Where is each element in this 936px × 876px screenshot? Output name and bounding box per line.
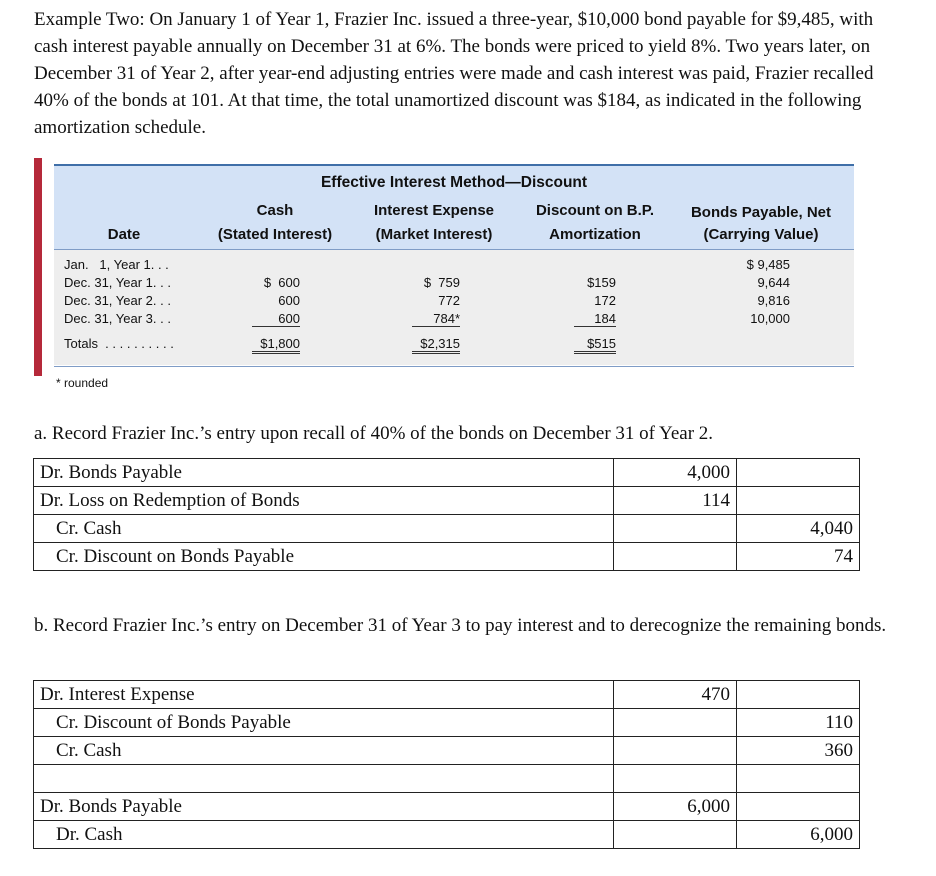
- schedule-title: Effective Interest Method—Discount: [320, 174, 588, 191]
- row-date: Dec. 31, Year 2. . .: [64, 293, 171, 308]
- footnote: * rounded: [56, 376, 109, 390]
- credit-cell: [737, 681, 860, 709]
- account-cell: [34, 515, 614, 543]
- question-b: b. Record Frazier Inc.’s entry on December 31 of Year 3 to pay interest and to derecognize the remaining bonds.: [34, 615, 887, 636]
- debit-cell: 114: [614, 487, 737, 515]
- header-discount: Discount on B.P.: [535, 202, 655, 219]
- account-label: Cr. Discount on Bonds Payable: [56, 545, 295, 567]
- credit-cell: [737, 765, 860, 793]
- debit-cell: [614, 737, 737, 765]
- header-interest: Interest Expense: [373, 202, 495, 219]
- row-date: Jan. 1, Year 1. . .: [64, 257, 169, 272]
- discount-cell: 184: [574, 311, 616, 327]
- cash-cell: $ 600: [263, 275, 300, 290]
- cash-cell: 600: [252, 311, 300, 327]
- journal-entry-b: [33, 680, 860, 849]
- credit-cell: [737, 487, 860, 515]
- credit-cell: 6,000: [737, 821, 860, 849]
- account-cell: [34, 765, 614, 793]
- table-row: [34, 765, 860, 793]
- totals-label: Totals . . . . . . . . . .: [64, 336, 174, 351]
- question-a: a. Record Frazier Inc.’s entry upon recall of 40% of the bonds on December 31 of Year 2.: [34, 423, 714, 444]
- table-row: [34, 459, 860, 487]
- account-label: Cr. Cash: [56, 517, 122, 539]
- journal-entry-a: [33, 458, 860, 571]
- credit-cell: 74: [737, 543, 860, 571]
- table-row: [34, 709, 860, 737]
- credit-cell: 360: [737, 737, 860, 765]
- discount-cell: 172: [594, 293, 616, 308]
- account-cell: [34, 709, 614, 737]
- header-date: Date: [107, 226, 141, 243]
- debit-cell: 470: [614, 681, 737, 709]
- account-cell: [34, 821, 614, 849]
- table-row: [34, 737, 860, 765]
- account-cell: [34, 487, 614, 515]
- interest-total: $2,315: [412, 336, 460, 354]
- discount-total: $515: [574, 336, 616, 354]
- table-row: [34, 543, 860, 571]
- header-bonds: Bonds Payable, Net: [690, 204, 832, 221]
- amortization-schedule: [34, 158, 854, 376]
- row-date: Dec. 31, Year 1. . .: [64, 275, 171, 290]
- cash-cell: 600: [278, 293, 300, 308]
- credit-cell: [737, 793, 860, 821]
- table-row: [34, 515, 860, 543]
- header-discount-sub: Amortization: [549, 226, 641, 243]
- interest-cell: 772: [438, 293, 460, 308]
- account-label: Dr. Cash: [56, 823, 123, 845]
- intro-paragraph: Example Two: On January 1 of Year 1, Frazier Inc. issued a three-year, $10,000 bond payable for $9,485, with cash interest payable annually on December 31 at 6%. The bonds were priced to yield 8%. Two years later, on December 31 of Year 2, after year-end adjusting entries were made and cash interest was paid, Frazier recalled 40% of the bonds at 101. At that time, the total unamortized discount was $184, as indicated in the following amortization schedule.: [34, 9, 874, 138]
- bonds-cell: 9,816: [757, 293, 790, 308]
- table-row: [34, 793, 860, 821]
- bonds-cell: $ 9,485: [746, 257, 790, 272]
- header-interest-sub: (Market Interest): [375, 226, 493, 243]
- credit-cell: 110: [737, 709, 860, 737]
- schedule-bottom-rule: [54, 366, 854, 367]
- account-label: Cr. Cash: [56, 739, 122, 761]
- debit-cell: [614, 709, 737, 737]
- account-label: Dr. Interest Expense: [40, 683, 195, 705]
- account-label: Cr. Discount of Bonds Payable: [56, 711, 291, 733]
- interest-cell: $ 759: [423, 275, 460, 290]
- debit-cell: 6,000: [614, 793, 737, 821]
- header-bonds-sub: (Carrying Value): [703, 226, 819, 243]
- table-row: [34, 681, 860, 709]
- header-cash: Cash: [256, 202, 294, 219]
- account-label: Dr. Loss on Redemption of Bonds: [40, 489, 300, 511]
- account-cell: [34, 543, 614, 571]
- table-row: [34, 487, 860, 515]
- debit-cell: [614, 543, 737, 571]
- account-label: Dr. Bonds Payable: [40, 795, 182, 817]
- credit-cell: 4,040: [737, 515, 860, 543]
- account-cell: [34, 681, 614, 709]
- account-cell: [34, 459, 614, 487]
- debit-cell: 4,000: [614, 459, 737, 487]
- cash-total: $1,800: [252, 336, 300, 354]
- account-label: Dr. Bonds Payable: [40, 461, 182, 483]
- bonds-cell: 10,000: [750, 311, 790, 326]
- table-row: [34, 821, 860, 849]
- account-cell: [34, 793, 614, 821]
- schedule-accent-bar: [34, 158, 42, 376]
- interest-cell: 784*: [412, 311, 460, 327]
- credit-cell: [737, 459, 860, 487]
- debit-cell: [614, 765, 737, 793]
- row-date: Dec. 31, Year 3. . .: [64, 311, 171, 326]
- debit-cell: [614, 821, 737, 849]
- discount-cell: $159: [587, 275, 616, 290]
- header-cash-sub: (Stated Interest): [217, 226, 333, 243]
- account-cell: [34, 737, 614, 765]
- bonds-cell: 9,644: [757, 275, 790, 290]
- debit-cell: [614, 515, 737, 543]
